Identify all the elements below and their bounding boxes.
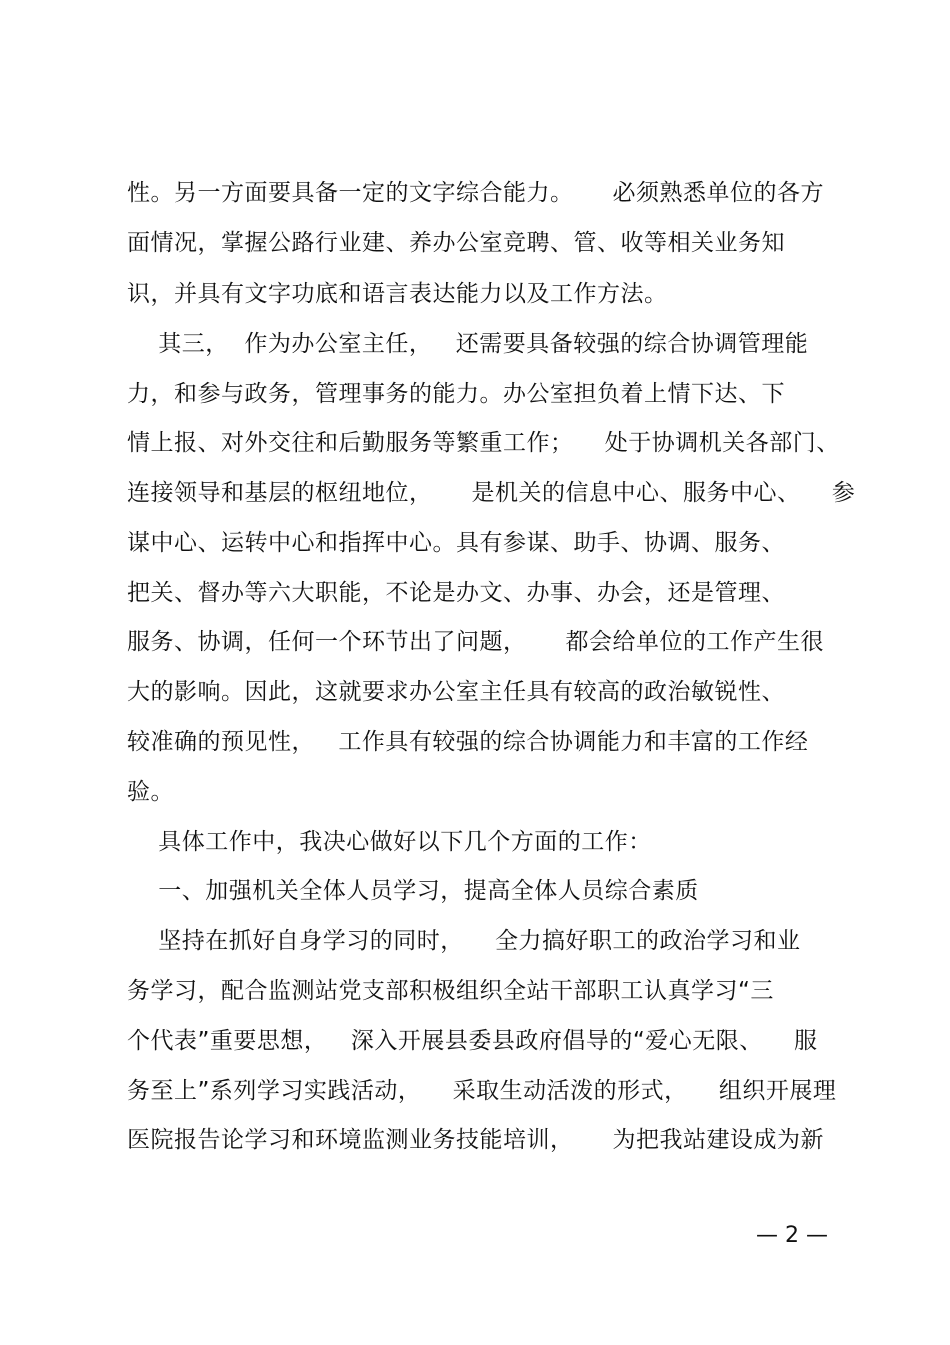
section-heading: 一、加强机关全体人员学习，提高全体人员综合素质 [127,878,699,904]
body-text-line: 务至上”系列学习实践活动， 采取生动活泼的形式， 组织开展理 [127,1078,837,1104]
body-text-line: 医院报告论学习和环境监测业务技能培训， 为把我站建设成为新 [127,1127,825,1153]
body-text-line: 面情况，掌握公路行业建、养办公室竞聘、管、收等相关业务知 [127,230,785,256]
body-text-line: 谋中心、运转中心和指挥中心。具有参谋、助手、协调、服务、 [127,530,785,556]
body-text-line: 验。 [127,779,174,805]
body-text-line: 连接领导和基层的枢纽地位， 是机关的信息中心、服务中心、 参 [127,480,856,506]
body-text-line: 情上报、对外交往和后勤服务等繁重工作； 处于协调机关各部门、 [127,430,840,456]
body-text-line: 个代表”重要思想， 深入开展县委县政府倡导的“爱心无限、 服 [127,1028,818,1054]
body-text-line: 其三， 作为办公室主任， 还需要具备较强的综合协调管理能 [127,331,809,357]
body-text-line: 力，和参与政务，管理事务的能力。办公室担负着上情下达、下 [127,381,785,407]
body-text-line: 具体工作中，我决心做好以下几个方面的工作： [127,829,652,855]
body-text-line: 性。另一方面要具备一定的文字综合能力。 必须熟悉单位的各方 [127,180,825,206]
body-text-line: 识，并具有文字功底和语言表达能力以及工作方法。 [127,281,668,307]
page-number: — 2 — [756,1223,828,1248]
body-text-line: 坚持在抓好自身学习的同时， 全力搞好职工的政治学习和业 [127,928,801,954]
body-text-line: 大的影响。因此，这就要求办公室主任具有较高的政治敏锐性、 [127,679,785,705]
body-text-line: 较准确的预见性， 工作具有较强的综合协调能力和丰富的工作经 [127,729,809,755]
body-text-line: 务学习，配合监测站党支部积极组织全站干部职工认真学习“三 [127,978,774,1004]
body-text-line: 把关、督办等六大职能，不论是办文、办事、办会，还是管理、 [127,580,785,606]
body-text-line: 服务、协调，任何一个环节出了问题， 都会给单位的工作产生很 [127,629,825,655]
